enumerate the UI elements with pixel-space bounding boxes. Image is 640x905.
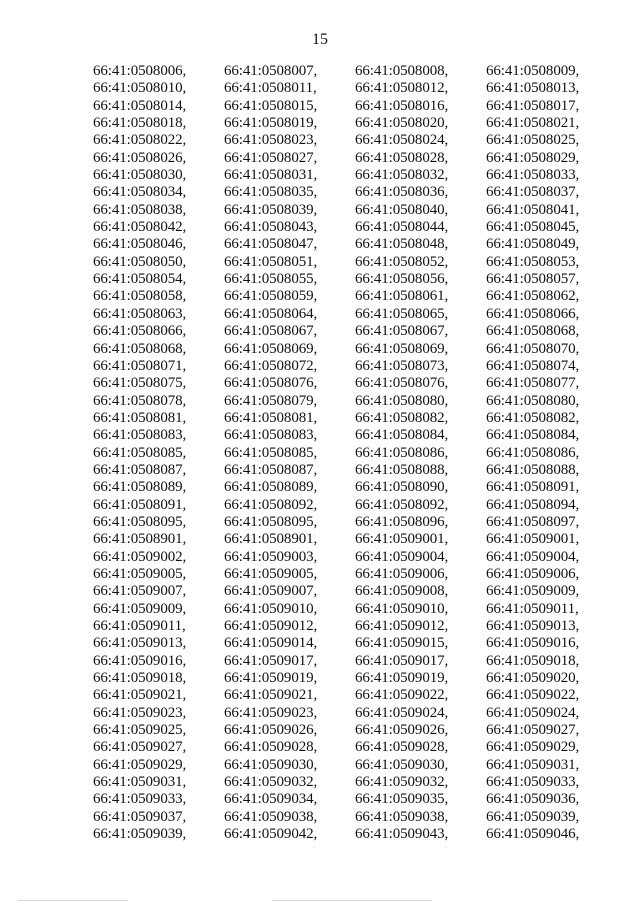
cadastral-number: 66:41:0508901, [224,531,318,548]
cadastral-number: 66:41:0508061, [355,288,449,305]
cadastral-number: 66:41:0508046, [93,236,187,253]
cadastral-number: 66:41:0509009, [486,583,580,600]
cadastral-number: 66:41:0508063, [93,305,187,322]
cadastral-number: 66:41:0508079, [224,392,318,409]
cadastral-number: 66:41:0508065, [355,305,449,322]
cadastral-number: 66:41:0508036, [355,184,449,201]
cadastral-number: 66:41:0509011, [486,600,579,617]
cadastral-number: 66:41:0509016, [93,652,187,669]
cadastral-number: 66:41:0508058, [93,288,187,305]
cadastral-number: 66:41:0508052, [355,253,449,270]
cadastral-number: 66:41:0509018, [486,652,580,669]
cadastral-number: 66:41:0508092, [355,496,449,513]
cadastral-number: 66:41:0508067, [224,323,318,340]
cadastral-number: 66:41:0508080, [355,392,449,409]
cadastral-number: 66:41:0508049, [486,236,580,253]
cadastral-number: 66:41:0509039, [93,826,187,843]
cadastral-number: 66:41:0508038, [93,201,187,218]
cadastral-number: 66:41:0508035, [224,184,318,201]
cadastral-number: 66:41:0509027, [93,739,187,756]
cadastral-number: 66:41:0508072, [224,357,318,374]
cadastral-number: 66:41:0508048, [355,236,449,253]
cadastral-number: 66:41:0509034, [224,791,318,808]
cadastral-number: 66:41:0508092, [224,496,318,513]
cadastral-number: 66:41:0508070, [486,340,580,357]
cadastral-number: 66:41:0508007, [224,63,318,79]
cadastral-number: 66:41:0509018, [93,670,187,687]
cadastral-number: 66:41:0508094, [486,496,580,513]
cadastral-number: 66:41:0508089, [93,479,187,496]
cadastral-number: 66:41:0508037, [486,184,580,201]
cadastral-number: 66:41:0508085, [224,444,318,461]
cadastral-number: 66:41:0509030, [355,756,449,773]
cadastral-number: 66:41:0508088, [355,461,449,478]
cadastral-number: 66:41:0508054, [93,271,187,288]
cadastral-number: 66:41:0509001, [486,531,580,548]
cadastral-number: 66:41:0508025, [486,132,580,149]
cadastral-number: 66:41:0509013, [93,635,187,652]
cadastral-number: 66:41:0509032, [355,774,449,791]
cadastral-number: 66:41:0509017, [355,652,449,669]
cadastral-number: 66:41:0508043, [224,219,318,236]
cadastral-number: 66:41:0508012, [355,80,449,97]
cadastral-number: 66:41:0509037, [93,808,187,825]
cadastral-number: 66:41:0509026, [224,722,318,739]
cadastral-number: 66:41:0508089, [224,479,318,496]
cadastral-number: 66:41:0509011, [93,618,186,634]
cadastral-number: 66:41:0509006, [486,565,580,582]
cadastral-number: 66:41:0509009, [93,600,187,617]
cadastral-number: 66:41:0509012, [224,618,318,634]
cadastral-number: 66:41:0509022, [355,687,449,704]
cadastral-number: 66:41:0508095, [224,513,318,530]
cadastral-number: 66:41:0508019, [224,115,318,132]
cadastral-number: 66:41:0508091, [486,479,580,496]
cadastral-number: 66:41:0509038, [224,808,318,825]
cadastral-number: 66:41:0509019, [355,670,449,687]
cadastral-number: 66:41:0508083, [93,427,187,444]
cadastral-number: 66:41:0508028, [355,149,449,166]
cadastral-number: 66:41:0508068, [486,323,580,340]
cadastral-number: 66:41:0508083, [224,427,318,444]
cadastral-number: 66:41:0509027, [486,722,580,739]
cadastral-number: 66:41:0509035, [355,791,449,808]
cadastral-number: 66:41:0509024, [355,704,449,721]
cadastral-number: 66:41:0508030, [93,167,187,184]
cadastral-number-list [93,63,613,843]
cadastral-number: 66:41:0509021, [93,687,187,704]
cadastral-number: 66:41:0508029, [486,149,580,166]
cadastral-number: 66:41:0509008, [355,583,449,600]
cadastral-number: 66:41:0508086, [355,444,449,461]
cadastral-number: 66:41:0508039, [224,201,318,218]
cadastral-number: 66:41:0509026, [355,722,449,739]
cadastral-number: 66:41:0509031, [486,756,580,773]
cadastral-number: 66:41:0508009, [486,63,580,79]
cadastral-number: 66:41:0509022, [486,687,580,704]
cadastral-number: 66:41:0508008, [355,63,449,79]
cadastral-number: 66:41:0509042, [224,826,318,843]
cadastral-number: 66:41:0509015, [355,635,449,652]
cadastral-number: 66:41:0509033, [93,791,187,808]
cadastral-number: 66:41:0509038, [355,808,449,825]
cadastral-number: 66:41:0508011, [224,80,317,97]
cadastral-number: 66:41:0508032, [355,167,449,184]
cadastral-number: 66:41:0508044, [355,219,449,236]
cadastral-number: 66:41:0508062, [486,288,580,305]
cadastral-number: 66:41:0509023, [93,704,187,721]
cadastral-number: 66:41:0508078, [93,392,187,409]
cadastral-number: 66:41:0508026, [93,149,187,166]
cadastral-number: 66:41:0508096, [355,513,449,530]
cadastral-number: 66:41:0509006, [355,565,449,582]
cadastral-number: 66:41:0508006, [93,63,187,79]
cadastral-number: 66:41:0508075, [93,375,187,392]
cadastral-number: 66:41:0508901, [93,531,187,548]
cadastral-number: 66:41:0509004, [486,548,580,565]
cadastral-number: 66:41:0508073, [355,357,449,374]
cadastral-number: 66:41:0509028, [224,739,318,756]
cadastral-number: 66:41:0508084, [355,427,449,444]
cadastral-number: 66:41:0509021, [224,687,318,704]
cadastral-number: 66:41:0509030, [224,756,318,773]
cadastral-number: 66:41:0508082, [355,409,449,426]
cadastral-number: 66:41:0508040, [355,201,449,218]
cadastral-number: 66:41:0509007, [224,583,318,600]
cadastral-number: 66:41:0508077, [486,375,580,392]
cadastral-number: 66:41:0509036, [486,791,580,808]
cadastral-number: 66:41:0509003, [224,548,318,565]
cadastral-number: 66:41:0508081, [93,409,187,426]
cadastral-number: 66:41:0509007, [93,583,187,600]
page-number: 15 [312,31,328,48]
cadastral-number: 66:41:0508013, [486,80,580,97]
cadastral-number: 66:41:0508066, [93,323,187,340]
cadastral-number: 66:41:0508016, [355,97,449,114]
cadastral-number: 66:41:0509046, [486,826,580,843]
cadastral-number: 66:41:0508064, [224,305,318,322]
cadastral-number: 66:41:0509020, [486,670,580,687]
cadastral-number: 66:41:0509004, [355,548,449,565]
cadastral-number: 66:41:0509017, [224,652,318,669]
cadastral-number: 66:41:0508017, [486,97,580,114]
scan-edge-mark [272,900,432,901]
cadastral-number: 66:41:0508023, [224,132,318,149]
cadastral-number: 66:41:0508095, [93,513,187,530]
cadastral-number: 66:41:0508047, [224,236,318,253]
cadastral-number: 66:41:0509033, [486,774,580,791]
cadastral-number: 66:41:0509031, [93,774,187,791]
cadastral-number: 66:41:0509005, [224,565,318,582]
cadastral-number: 66:41:0509010, [355,600,449,617]
cadastral-number: 66:41:0509032, [224,774,318,791]
cadastral-number: 66:41:0509039, [486,808,580,825]
cadastral-number: 66:41:0508084, [486,427,580,444]
cadastral-number: 66:41:0509010, [224,600,318,617]
cadastral-number: 66:41:0508021, [486,115,580,132]
cadastral-number: 66:41:0508086, [486,444,580,461]
cadastral-number: 66:41:0508082, [486,409,580,426]
cadastral-number: 66:41:0508069, [224,340,318,357]
cadastral-number: 66:41:0508050, [93,253,187,270]
cadastral-number: 66:41:0509005, [93,565,187,582]
cadastral-number: 66:41:0508014, [93,97,187,114]
cadastral-number: 66:41:0509014, [224,635,318,652]
cadastral-number: 66:41:0508022, [93,132,187,149]
cadastral-number: 66:41:0508059, [224,288,318,305]
cadastral-number: 66:41:0508090, [355,479,449,496]
cadastral-number: 66:41:0508081, [224,409,318,426]
cadastral-number: 66:41:0508015, [224,97,318,114]
cadastral-number: 66:41:0508088, [486,461,580,478]
cadastral-number: 66:41:0508041, [486,201,580,218]
cadastral-number: 66:41:0508024, [355,132,449,149]
cadastral-number: 66:41:0509025, [93,722,187,739]
cadastral-number: 66:41:0509024, [486,704,580,721]
cadastral-number: 66:41:0509013, [486,618,580,634]
cadastral-number: 66:41:0509028, [355,739,449,756]
cadastral-number: 66:41:0508076, [224,375,318,392]
cadastral-number: 66:41:0508068, [93,340,187,357]
cadastral-number: 66:41:0508056, [355,271,449,288]
cadastral-number: 66:41:0508071, [93,357,187,374]
cadastral-number: 66:41:0508031, [224,167,318,184]
scan-edge-mark [18,900,128,901]
cadastral-number: 66:41:0508097, [486,513,580,530]
cadastral-number: 66:41:0508051, [224,253,318,270]
cadastral-number: 66:41:0508057, [486,271,580,288]
cadastral-number: 66:41:0508067, [355,323,449,340]
cadastral-number: 66:41:0509012, [355,618,449,634]
cadastral-number: 66:41:0508069, [355,340,449,357]
cadastral-number: 66:41:0508053, [486,253,580,270]
cadastral-number: 66:41:0509016, [486,635,580,652]
cadastral-number: 66:41:0508087, [224,461,318,478]
cadastral-number: 66:41:0508066, [486,305,580,322]
cadastral-number: 66:41:0509023, [224,704,318,721]
cadastral-number: 66:41:0508091, [93,496,187,513]
cadastral-number: 66:41:0508010, [93,80,187,97]
cadastral-number: 66:41:0508018, [93,115,187,132]
cadastral-number: 66:41:0509002, [93,548,187,565]
cadastral-number: 66:41:0509001, [355,531,449,548]
cadastral-number: 66:41:0508085, [93,444,187,461]
cadastral-number: 66:41:0508045, [486,219,580,236]
cadastral-number: 66:41:0508033, [486,167,580,184]
cadastral-number: 66:41:0508087, [93,461,187,478]
cadastral-number: 66:41:0509043, [355,826,449,843]
cadastral-number: 66:41:0508042, [93,219,187,236]
cadastral-number: 66:41:0508074, [486,357,580,374]
cadastral-number: 66:41:0508055, [224,271,318,288]
cadastral-number: 66:41:0508020, [355,115,449,132]
cadastral-number: 66:41:0508076, [355,375,449,392]
cadastral-number: 66:41:0508080, [486,392,580,409]
cadastral-number: 66:41:0509029, [93,756,187,773]
cadastral-number: 66:41:0509019, [224,670,318,687]
cadastral-number: 66:41:0509029, [486,739,580,756]
cadastral-number: 66:41:0508027, [224,149,318,166]
cadastral-number: 66:41:0508034, [93,184,187,201]
